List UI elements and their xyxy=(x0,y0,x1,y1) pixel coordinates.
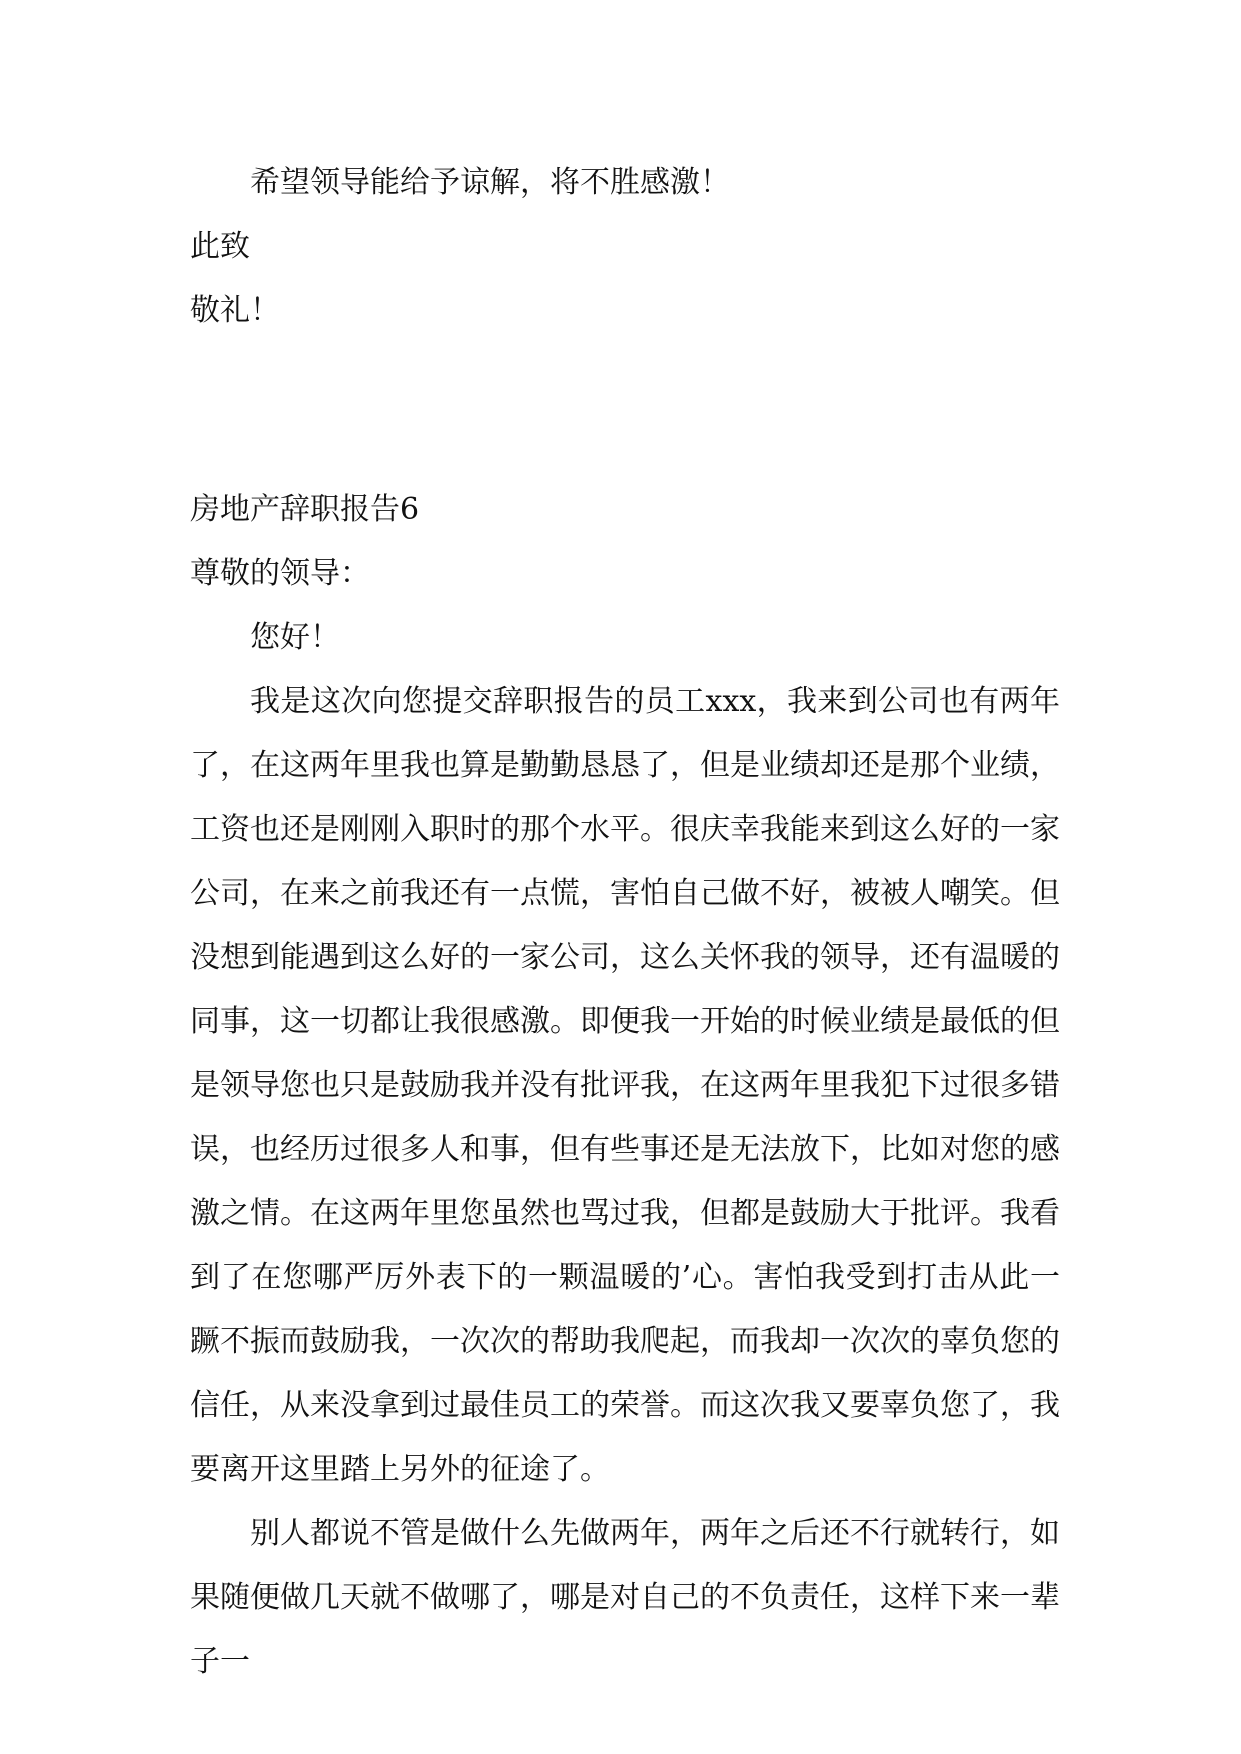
report-greeting: 您好！ xyxy=(250,620,340,655)
gratitude-line: 希望领导能给予谅解，将不胜感激！ xyxy=(250,165,730,200)
closing-section xyxy=(190,151,1060,343)
regards-line: 敬礼！ xyxy=(190,293,280,328)
report-title: 房地产辞职报告6 xyxy=(190,492,420,527)
body-paragraph: 我是这次向您提交辞职报告的员工xxx，我来到公司也有两年了，在这两年里我也算是勤勤恳恳了，但是业绩却还是那个业绩，工资也还是刚刚入职时的那个水平。很庆幸我能来到这么好的一家公司，在来之前我还有一点慌，害怕自己做不好，被被人嘲笑。但没想到能遇到这么好的一家公司，这么关怀我的领导，还有温暖的同事，这一切都让我很感激。即便我一开始的时候业绩是最低的但是领导您也只是鼓励我并没有批评我，在这两年里我犯下过很多错误，也经历过很多人和事，但有些事还是无法放下，比如对您的感激之情。在这两年里您虽然也骂过我，但都是鼓励大于批评。我看到了在您哪严厉外表下的一颗温暖的’心。害怕我受到打击从此一蹶不振而鼓励我，一次次的帮助我爬起，而我却一次次的辜负您的信任，从来没拿到过最佳员工的荣誉。而这次我又要辜负您了，我要离开这里踏上另外的征途了。 xyxy=(190,684,1060,1487)
report-section xyxy=(190,478,1060,1694)
report-addressee: 尊敬的领导： xyxy=(190,556,370,591)
salutation-line: 此致 xyxy=(190,229,250,264)
body-paragraph: 别人都说不管是做什么先做两年，两年之后还不行就转行，如果随便做几天就不做哪了，哪是对自己的不负责任，这样下来一辈子一 xyxy=(190,1516,1060,1679)
